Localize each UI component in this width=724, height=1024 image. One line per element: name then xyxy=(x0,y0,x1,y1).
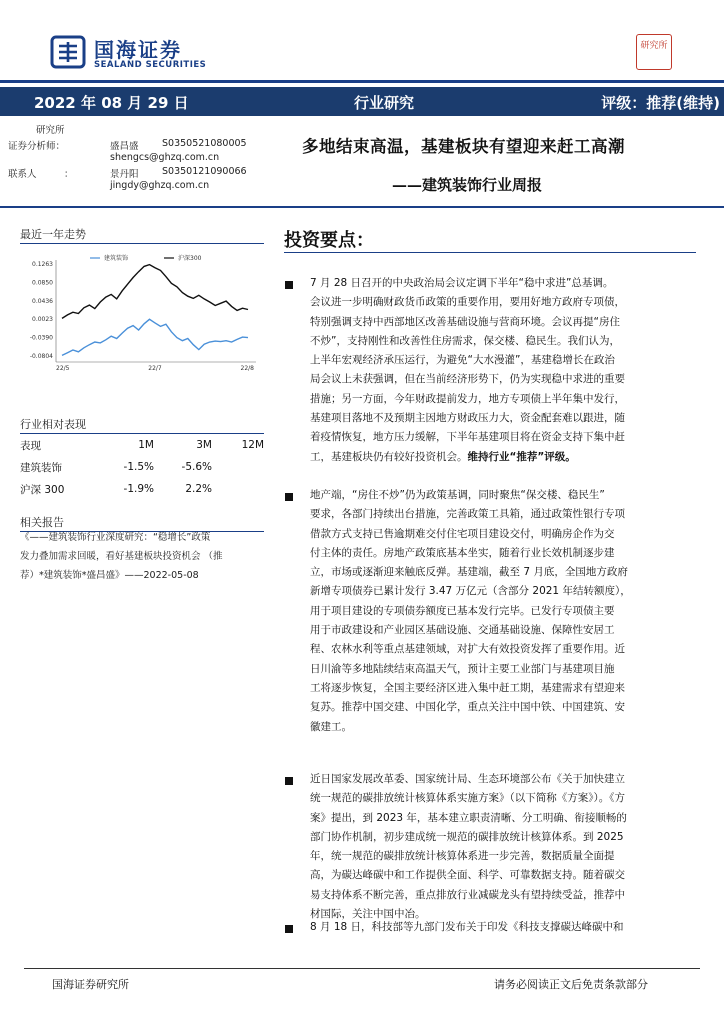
analyst-email[interactable]: shengcs@ghzq.com.cn xyxy=(110,152,220,163)
related-line: 荐）*建筑装饰*盛昌盛》——2022-05-08 xyxy=(20,570,199,581)
text-line: 工将逐步恢复，全国主要经济区进入集中赶工期，基建需求有望迎来 xyxy=(310,681,625,694)
text-line: 着疫情恢复，地方压力缓解，下半年基建项目将在资金支持下集中赶 xyxy=(310,431,625,444)
key-point-2 xyxy=(310,486,686,737)
text-span: 工，基建板块仍有较好投资机会。 xyxy=(310,450,468,463)
company-logo-icon xyxy=(50,34,86,70)
text-line: 新增专项债券已累计发行 3.47 万亿元（含部分 2021 年结转额度）， xyxy=(310,585,631,598)
trend-line-chart xyxy=(18,248,266,376)
series-line-hs300 xyxy=(62,265,248,319)
text-line: 要求，各部门持续出台措施，完善政策工具箱，通过政策性银行专项 xyxy=(310,508,625,521)
bullet-icon xyxy=(285,777,293,785)
table-row xyxy=(20,456,264,478)
footer-right: 请务必阅读正文后免责条款部分 xyxy=(494,978,648,991)
key-points-title: 投资要点： xyxy=(284,230,374,251)
cell-1m: -1.5% xyxy=(123,461,154,473)
text-line: 不炒”，支持刚性和改善性住房需求，保交楼、稳民生。我们认为， xyxy=(310,334,620,347)
contact-id: S0350121090066 xyxy=(162,166,247,177)
text-line: 易支持体系不断完善，重点排放行业减碳龙头有望持续受益，推荐中 xyxy=(310,888,625,901)
y-tick-label: 0.0023 xyxy=(32,316,53,324)
cell-3m: 2.2% xyxy=(185,483,212,495)
key-point-4 xyxy=(310,918,686,937)
text-line: 会议进一步明确财政货币政策的重要作用，要用好地方政府专项债， xyxy=(310,296,625,309)
key-points-rule xyxy=(284,252,696,253)
text-line: 统一规范的碳排放统计核算体系实施方案》（以下简称《方案》）。《方 xyxy=(310,792,625,805)
seal-text: 研究所 xyxy=(640,41,668,51)
cell-12m xyxy=(212,456,264,478)
cell-1m: -1.9% xyxy=(123,483,154,495)
header-rule xyxy=(0,80,724,83)
text-line: 地产端，“房住不炒”仍为政策基调，同时聚焦“保交楼、稳民生” xyxy=(310,489,605,501)
trend-rule xyxy=(20,243,264,244)
key-point-3 xyxy=(310,770,686,924)
text-line: 用于项目建设的专项债券额度已基本发行完毕。已发行专项债主要 xyxy=(310,604,615,617)
text-line: 复苏。推荐中国交建、中国化学，重点关注中国中铁、中国建筑、安 xyxy=(310,701,625,714)
section-rule xyxy=(0,206,724,208)
cell-3m: -5.6% xyxy=(181,461,212,473)
text-line: 基建项目落地不及预期主因地方财政压力大，资金配套难以跟进，随 xyxy=(310,412,625,425)
x-tick-label: 22/7 xyxy=(148,365,162,372)
contact-label: 联系人 xyxy=(8,169,37,180)
analyst-id: S0350521080005 xyxy=(162,138,247,149)
logo-english-name: SEALAND SECURITIES xyxy=(94,60,207,70)
text-line: 案》提出，到 2023 年，基本建立职责清晰、分工明确、衔接顺畅的 xyxy=(310,811,627,824)
bullet-icon xyxy=(285,493,293,501)
report-subtitle: ——建筑装饰行业周报 xyxy=(392,176,543,194)
chart-legend xyxy=(90,254,202,262)
rating-emphasis: 维持行业“推荐”评级。 xyxy=(467,450,576,463)
perf-title: 行业相对表现 xyxy=(20,418,86,431)
table-row xyxy=(20,478,264,500)
text-line: 借款方式支持已售逾期难交付住宅项目建设交付，明确房企作为交 xyxy=(310,527,615,540)
report-rating: 评级：推荐(维持) xyxy=(601,94,720,112)
analyst-name: 盛昌盛 xyxy=(110,141,139,152)
related-title: 相关报告 xyxy=(20,516,64,529)
header-cell: 1M xyxy=(138,439,154,451)
text-line: 局会议上未获强调，但在当前经济形势下，仍为实现稳中求进的重要 xyxy=(310,373,625,386)
key-point-1 xyxy=(310,274,686,467)
footer-rule xyxy=(24,968,700,969)
related-report-link[interactable] xyxy=(20,528,266,585)
text-line: 付主体的责任。房地产政策底基本坐实，随着行业长效机制逐步建 xyxy=(310,546,615,559)
report-banner xyxy=(0,87,724,116)
y-tick-label: -0.0390 xyxy=(29,334,53,342)
text-line: 特别强调支持中西部地区改善基础设施与营商环境。会议再提“房住 xyxy=(310,315,620,328)
text-line: 立，市场或逐渐迎来触底反弹。基建端，截至 7 月底，全国地方政府 xyxy=(310,566,628,579)
text-line: 措施；另一方面，今年财政提前发力，地方专项债上半年集中发行， xyxy=(310,392,625,405)
text-line: 高，为碳达峰碳中和工作提供全面、科学、可靠数据支持。随着碳交 xyxy=(310,869,625,882)
contact-email[interactable]: jingdy@ghzq.com.cn xyxy=(110,180,210,191)
text-line: 8 月 18 日，科技部等九部门发布关于印发《科技支撑碳达峰碳中和 xyxy=(310,921,624,933)
text-line: 部门协作机制，初步建成统一规范的碳排放统计核算体系。到 2025 xyxy=(310,830,624,843)
institute-label: 研究所 xyxy=(36,125,65,136)
report-type: 行业研究 xyxy=(354,94,415,112)
row-name: 建筑装饰 xyxy=(20,461,62,474)
text-line: 年，统一规范的碳排放统计核算体系进一步完善，数据质量全面提 xyxy=(310,850,615,863)
related-line: 发力叠加需求回暖，看好基建板块投资机会 （推 xyxy=(20,551,223,562)
bullet-icon xyxy=(285,925,293,933)
text-line: 材国际，关注中国中冶。 xyxy=(310,908,426,921)
bullet-icon xyxy=(285,281,293,289)
report-title: 多地结束高温，基建板块有望迎来赶工高潮 xyxy=(302,137,625,156)
text-line: 7 月 28 日召开的中央政治局会议定调下半年“稳中求进”总基调。 xyxy=(310,277,614,289)
text-line: 用于市政建设和产业园区基础设施、交通基础设施、保障性安居工 xyxy=(310,624,615,637)
y-tick-label: 0.0850 xyxy=(32,279,53,287)
text-line: 日川渝等多地陆续结束高温天气，预计主要工业部门与基建项目施 xyxy=(310,662,615,675)
y-tick-label: -0.0804 xyxy=(29,353,53,360)
legend-label-hs300: 沪深300 xyxy=(178,255,202,262)
series-line-construction xyxy=(62,319,248,355)
contact-colon: ： xyxy=(64,169,74,180)
research-institute-seal xyxy=(636,34,672,70)
analyst-label: 证券分析师： xyxy=(8,141,66,152)
row-name: 沪深 300 xyxy=(20,483,65,496)
x-tick-label: 22/5 xyxy=(56,365,70,372)
x-tick-label: 22/8 xyxy=(240,365,254,372)
text-line: 近日国家发展改革委、国家统计局、生态环境部公布《关于加快建立 xyxy=(310,773,625,785)
table-header-row xyxy=(20,434,264,456)
text-line: 上半年宏观经济承压运行，为避免“大水漫灌”，基建稳增长在政治 xyxy=(310,354,615,367)
contact-name: 景丹阳 xyxy=(110,169,139,180)
report-date: 2022 年 08 月 29 日 xyxy=(34,94,189,112)
footer-left: 国海证券研究所 xyxy=(52,978,129,991)
y-tick-label: 0.0436 xyxy=(32,297,53,305)
performance-table xyxy=(20,434,264,500)
legend-label-construction: 建筑装饰 xyxy=(104,255,129,262)
y-tick-label: 0.1263 xyxy=(32,261,53,268)
text-line: 程、农林水利等重点基建领域，对扩大有效投资发挥了重要作用。近 xyxy=(310,643,625,656)
related-line: 《——建筑装饰行业深度研究：“稳增长”政策 xyxy=(20,532,211,543)
text-line xyxy=(310,448,686,467)
header-cell: 12M xyxy=(241,439,264,451)
cell-12m xyxy=(212,478,264,500)
trend-title: 最近一年走势 xyxy=(20,228,86,241)
header-cell: 3M xyxy=(196,439,212,451)
text-line: 徽建工。 xyxy=(310,720,352,733)
logo-chinese-name: 国海证券 xyxy=(94,38,182,62)
header-cell: 表现 xyxy=(20,439,41,452)
